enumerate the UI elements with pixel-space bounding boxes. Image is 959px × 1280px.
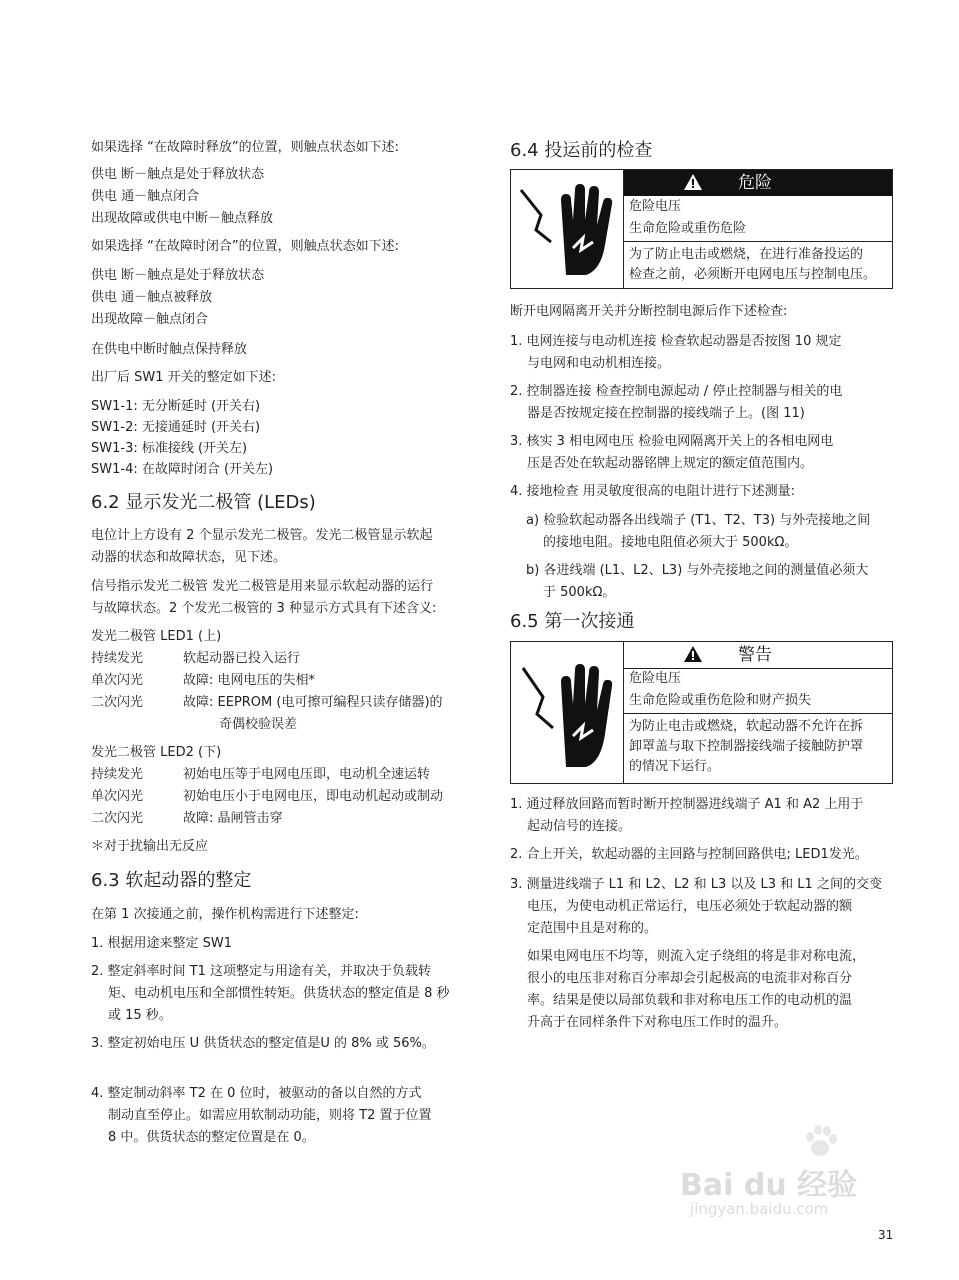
text-line: 与故障状态。2 个发光二极管的 3 种显示方式具有下述含义: bbox=[91, 601, 437, 616]
warning-header bbox=[624, 642, 892, 669]
list-item: 2. 整定斜率时间 T1 这项整定与用途有关，并取决于负载转 bbox=[91, 964, 432, 979]
list-item-cont: 电压，为使电动机正常运行，电压必须处于软起动器的额 bbox=[527, 899, 853, 914]
section-heading-6-3: 6.3 软起动器的整定 bbox=[91, 870, 252, 891]
list-item-cont: 矩、电动机电压和全部惯性转矩。供货状态的整定值是 8 秒 bbox=[108, 986, 450, 1001]
list-item-cont: 起动信号的连接。 bbox=[527, 819, 632, 834]
led2-meaning: 初始电压等于电网电压即，电动机全速运转 bbox=[183, 767, 431, 782]
led1-state: 单次闪光 bbox=[91, 673, 144, 688]
text-line: SW1-4: 在故障时闭合 (开关左) bbox=[91, 462, 274, 477]
section-heading-6-2: 6.2 显示发光二极管 (LEDs) bbox=[91, 492, 316, 513]
list-item: 4. 整定制动斜率 T2 在 0 位时，被驱动的备以自然的方式 bbox=[91, 1086, 422, 1101]
text-line: SW1-1: 无分断延时 (开关右) bbox=[91, 399, 261, 414]
section-heading-6-5: 6.5 第一次接通 bbox=[510, 611, 635, 632]
danger-line: 生命危险或重伤危险 bbox=[629, 221, 747, 236]
led2-meaning: 初始电压小于电网电压，即电动机起动或制动 bbox=[183, 789, 444, 804]
paragraph-line: 很小的电压非对称百分率却会引起极高的电流非对称百分 bbox=[527, 971, 853, 986]
danger-line: 检查之前，必须断开电网电压与控制电压。 bbox=[629, 267, 877, 282]
text-line: 电位计上方设有 2 个显示发光二极管。发光二极管显示软起 bbox=[91, 528, 433, 543]
sub-item-cont: 的接地电阻。接地电阻值必须大于 500kΩ。 bbox=[543, 535, 798, 550]
shock-hand-icon bbox=[511, 642, 624, 783]
text-line: 供电 通－触点闭合 bbox=[91, 189, 200, 204]
text-line: 如果选择 “在故障时释放”的位置，则触点状态如下述: bbox=[91, 140, 399, 155]
text-line: 动器的状态和故障状态，见下述。 bbox=[91, 550, 287, 565]
led1-meaning: 软起动器已投入运行 bbox=[183, 651, 301, 666]
text-line: 发光二极管 LED2 (下) bbox=[91, 745, 222, 760]
list-item: 2. 合上开关，软起动器的主回路与控制回路供电; LED1发光。 bbox=[510, 847, 868, 862]
baidu-watermark bbox=[680, 1160, 880, 1220]
text-line: SW1-3: 标准接线 (开关左) bbox=[91, 441, 248, 456]
text-line: 断开电网隔离开关并分断控制电源后作下述检查: bbox=[510, 304, 788, 319]
warning-line: 危险电压 bbox=[629, 671, 682, 686]
warning-line: 为防止电击或燃烧，软起动器不允许在拆 bbox=[629, 719, 864, 734]
list-item: 1. 电网连接与电动机连接 检查软起动器是否按图 10 规定 bbox=[510, 334, 842, 349]
list-item: 3. 整定初始电压 U 供货状态的整定值是U 的 8% 或 56%。 bbox=[91, 1036, 435, 1051]
warning-triangle-icon bbox=[684, 646, 702, 662]
sub-item: a) 检验软起动器各出线端子 (T1、T2、T3) 与外壳接地之间 bbox=[526, 513, 871, 528]
danger-box bbox=[510, 169, 893, 289]
text-line: 信号指示发光二极管 发光二极管是用来显示软起动器的运行 bbox=[91, 579, 434, 594]
shock-hand-icon bbox=[511, 170, 624, 288]
text-line: 供电 断－触点是处于释放状态 bbox=[91, 167, 265, 182]
warning-line: 卸罩盖与取下控制器接线端子接触防护罩 bbox=[629, 739, 864, 754]
list-item-cont: 或 15 秒。 bbox=[108, 1008, 172, 1023]
text-line: SW1-2: 无接通延时 (开关右) bbox=[91, 420, 261, 435]
led1-meaning: 故障: 电网电压的失相* bbox=[183, 673, 316, 688]
text-line: 供电 通－触点被释放 bbox=[91, 290, 213, 305]
list-item-cont: 压是否处在软起动器铭牌上规定的额定值范围内。 bbox=[527, 456, 814, 471]
led2-state: 二次闪光 bbox=[91, 811, 144, 826]
led2-state: 持续发光 bbox=[91, 767, 144, 782]
list-item: 4. 接地检查 用灵敏度很高的电阻计进行下述测量: bbox=[510, 484, 796, 499]
danger-line: 为了防止电击或燃烧，在进行准备投运的 bbox=[629, 247, 864, 262]
paragraph-line: 升高于在同样条件下对称电压工作时的温升。 bbox=[527, 1015, 788, 1030]
warning-triangle-icon bbox=[684, 174, 702, 190]
list-item: 3. 测量进线端子 L1 和 L2、L2 和 L3 以及 L3 和 L1 之间的交变 bbox=[510, 877, 882, 892]
paragraph-line: 率。结果是使以局部负载和非对称电压工作的电动机的温 bbox=[527, 993, 853, 1008]
sub-item: b) 各进线端 (L1、L2、L3) 与外壳接地之间的测量值必须大 bbox=[526, 563, 869, 578]
text-line: 发光二极管 LED1 (上) bbox=[91, 629, 222, 644]
list-item: 3. 核实 3 相电网电压 检验电网隔离开关上的各相电网电 bbox=[510, 434, 834, 449]
sub-item-cont: 于 500kΩ。 bbox=[543, 585, 616, 600]
text-line: 在供电中断时触点保持释放 bbox=[91, 342, 248, 357]
list-item-cont: 8 中。供货状态的整定位置是在 0。 bbox=[108, 1130, 315, 1145]
warning-box bbox=[510, 641, 893, 784]
text-line: 出现故障或供电中断－触点释放 bbox=[91, 211, 274, 226]
text-line: 供电 断－触点是处于释放状态 bbox=[91, 268, 265, 283]
paragraph-line: 如果电网电压不均等，则流入定子绕组的将是非对称电流， bbox=[527, 949, 866, 964]
danger-line: 危险电压 bbox=[629, 199, 682, 214]
watermark-brand: Bai du 经验 bbox=[680, 1168, 858, 1203]
led1-state: 持续发光 bbox=[91, 651, 144, 666]
paw-icon bbox=[800, 1122, 840, 1162]
text-line: 出现故障－触点闭合 bbox=[91, 312, 209, 327]
led1-state: 二次闪光 bbox=[91, 695, 144, 710]
list-item: 1. 根据用途来整定 SW1 bbox=[91, 936, 233, 951]
warning-line: 的情况下运行。 bbox=[629, 759, 721, 774]
led1-meaning: 奇偶校验误差 bbox=[219, 717, 298, 732]
list-item-cont: 器是否按规定接在控制器的接线端子上。(图 11) bbox=[527, 406, 805, 421]
danger-title: 危险 bbox=[738, 173, 772, 193]
list-item: 2. 控制器连接 检查控制电源起动 / 停止控制器与相关的电 bbox=[510, 384, 843, 399]
danger-header bbox=[624, 170, 892, 196]
text-line: 出厂后 SW1 开关的整定如下述: bbox=[91, 370, 277, 385]
text-line: 如果选择 “在故障时闭合”的位置，则触点状态如下述: bbox=[91, 239, 399, 254]
page-number: 31 bbox=[878, 1228, 894, 1242]
warning-title: 警告 bbox=[738, 645, 772, 665]
list-item-cont: 制动直至停止。如需应用软制动功能，则将 T2 置于位置 bbox=[108, 1108, 432, 1123]
led2-meaning: 故障: 晶闸管击穿 bbox=[183, 811, 283, 826]
list-item-cont: 与电网和电动机相连接。 bbox=[527, 356, 671, 371]
led1-meaning: 故障: EEPROM (电可擦可编程只读存储器)的 bbox=[183, 695, 443, 710]
footnote: ＊对于扰输出无反应 bbox=[91, 839, 209, 854]
warning-line: 生命危险或重伤危险和财产损失 bbox=[629, 693, 812, 708]
led2-state: 单次闪光 bbox=[91, 789, 144, 804]
list-item: 1. 通过释放回路而暂时断开控制器进线端子 A1 和 A2 上用于 bbox=[510, 797, 864, 812]
text-line: 在第 1 次接通之前，操作机构需进行下述整定: bbox=[91, 907, 359, 922]
section-heading-6-4: 6.4 投运前的检查 bbox=[510, 140, 653, 161]
watermark-url: jingyan.baidu.com bbox=[690, 1200, 829, 1218]
list-item-cont: 定范围中且是对称的。 bbox=[527, 921, 658, 936]
